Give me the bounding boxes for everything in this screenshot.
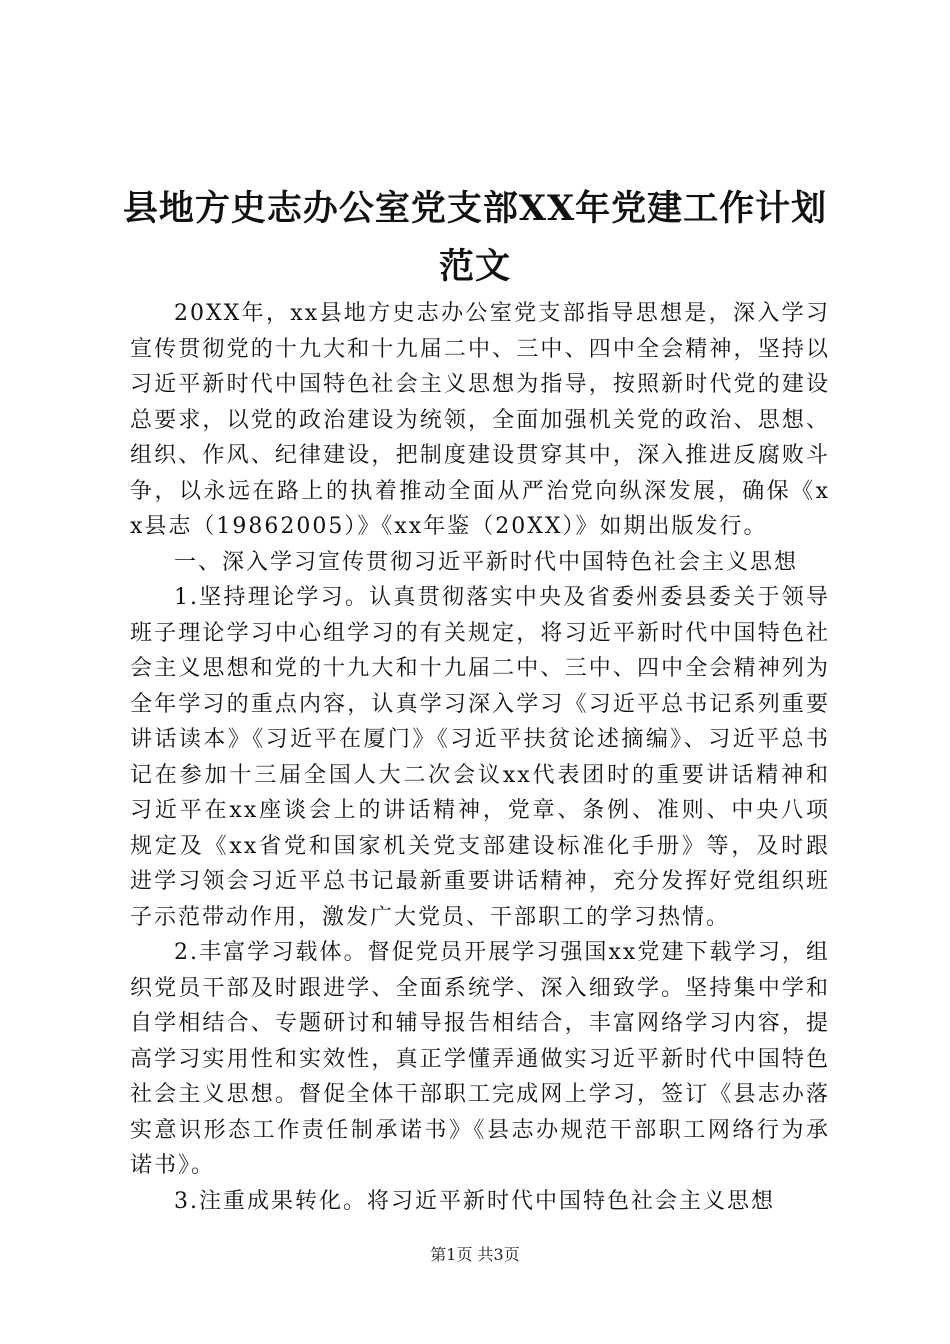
body-paragraph-1: 1.坚持理论学习。认真贯彻落实中央及省委州委县委关于领导班子理论学习中心组学习的有关规定，将习近平新时代中国特色社会主义思想和党的十九大和十九届二中、三中、四中全会精神列为全年学习的重点内容，认真学习深入学习《习近平总书记系列重要讲话读本》《习近平在厦门》《习近平扶贫论述摘编》、习近平总书记在参加十三届全国人大二次会议xx代表团时的重要讲话精神和习近平在xx座谈会上的讲话精神，党章、条例、准则、中央八项规定及《xx省党和国家机关党支部建设标准化手册》等，及时跟进学习领会习近平总书记最新重要讲话精神，充分发挥好党组织班子示范带动作用，激发广大党员、干部职工的学习热情。 bbox=[130, 585, 830, 930]
body-paragraph-2: 2.丰富学习载体。督促党员开展学习强国xx党建下载学习，组织党员干部及时跟进学、全面系统学、深入细致学。坚持集中学和自学相结合、专题研讨和辅导报告相结合，丰富网络学习内容，提高学习实用性和实效性，真正学懂弄通做实习近平新时代中国特色社会主义思想。督促全体干部职工完成网上学习，签订《县志办落实意识形态工作责任制承诺书》《县志办规范干部职工网络行为承诺书》。 bbox=[130, 940, 830, 1178]
body-paragraph-3: 3.注重成果转化。将习近平新时代中国特色社会主义思想 bbox=[174, 1188, 775, 1214]
page-number-footer: 第1页 共3页 bbox=[430, 1245, 520, 1264]
document-body bbox=[130, 296, 830, 1219]
section-heading: 一、深入学习宣传贯彻习近平新时代中国特色社会主义思想 bbox=[174, 549, 799, 575]
intro-paragraph: 20XX年，xx县地方史志办公室党支部指导思想是，深入学习宣传贯彻党的十九大和十九届二中、三中、四中全会精神，坚持以习近平新时代中国特色社会主义思想为指导，按照新时代党的建设总要求，以党的政治建设为统领，全面加强机关党的政治、思想、组织、作风、纪律建设，把制度建设贯穿其中，深入推进反腐败斗争，以永远在路上的执着推动全面从严治党向纵深发展，确保《xx县志（19862005）》《xx年鉴（20XX）》如期出版发行。 bbox=[130, 301, 830, 539]
document-title: 县地方史志办公室党支部XX年党建工作计划范文 bbox=[122, 188, 828, 287]
